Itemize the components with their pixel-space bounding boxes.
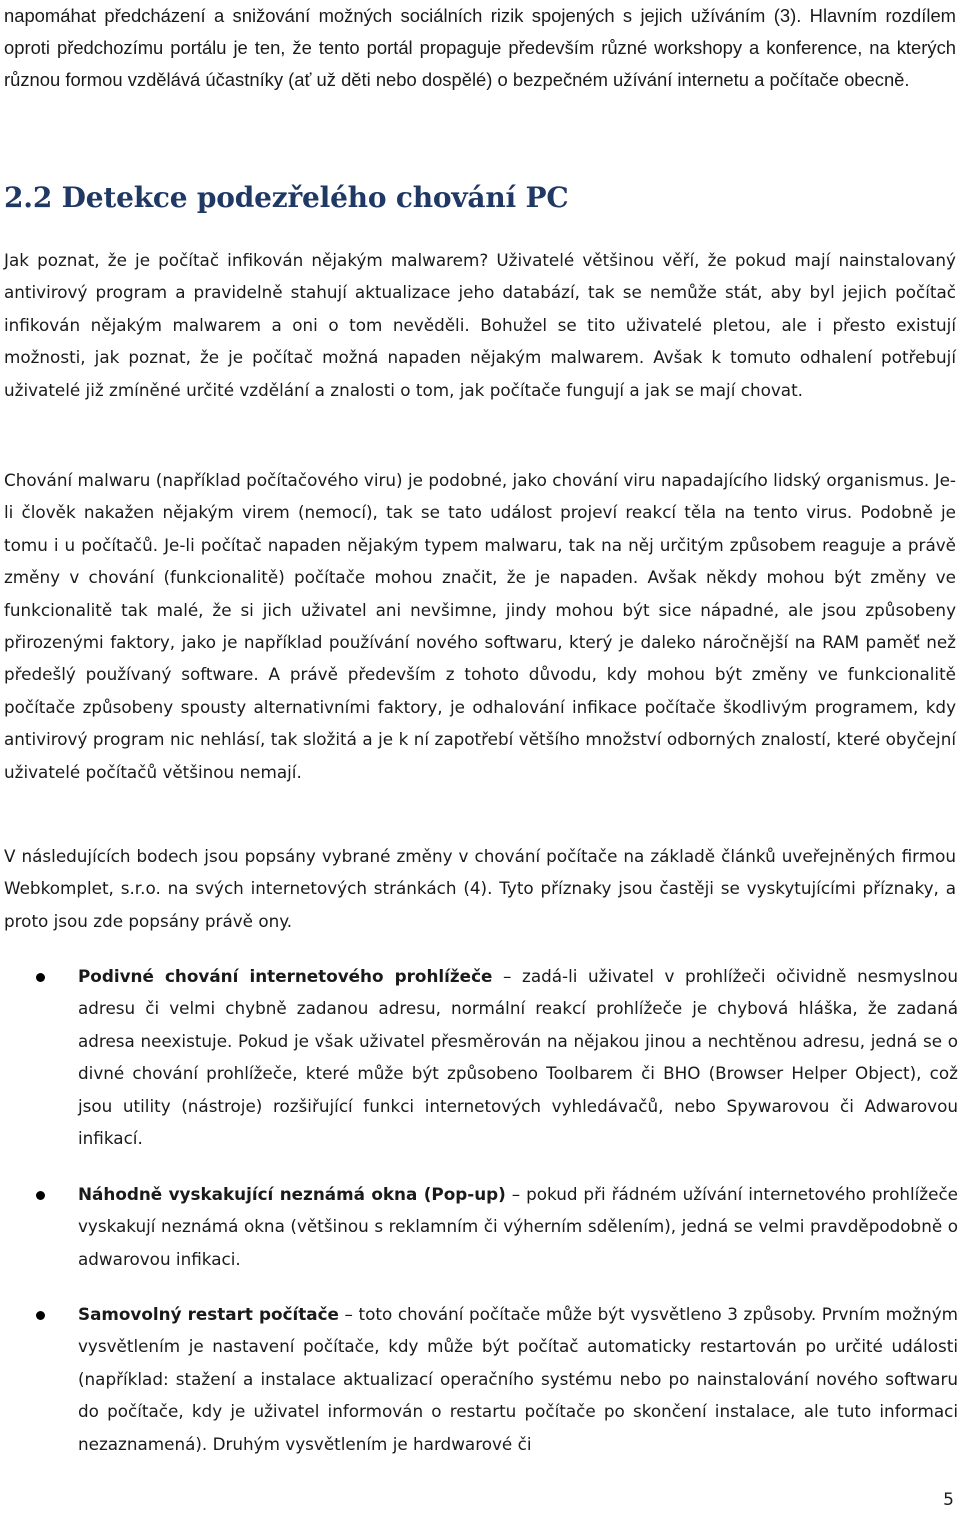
page-number: 5 — [943, 1490, 954, 1510]
list-item-text — [78, 1298, 958, 1460]
list-item-body: – pokud při řádném užívání internetového prohlížeče vyskakují neznámá okna (většinou s reklamním či výherním sdělením), jedná se velmi pravděpodobně o adwarovou infikaci. — [78, 1184, 958, 1269]
bullet-icon — [36, 973, 45, 982]
list-item-body: – toto chování počítače může být vysvětleno 3 způsoby. Prvním možným vysvětlením je nastavení počítače, kdy může být počítač automaticky restartován po určité události (například: stažení a instalace aktualizací operačního systému nebo po nainstalování nového softwaru do počítače, kdy je uživatel informován o restartu počítače po skončení instalace, ale tuto informaci nezaznamená). Druhým vysvětlením je hardwarové či — [78, 1304, 958, 1454]
list-item-text — [78, 1178, 958, 1275]
list-item-title: Podivné chování internetového prohlížeče — [78, 966, 493, 986]
intro-paragraph: napomáhat předcházení a snižování možných sociálních rizik spojených s jejich užíváním (3). Hlavním rozdílem oproti předchozímu portálu je ten, že tento portál propaguje především různé workshopy a konference, na kterých různou formou vzdělává účastníky (ať už děti nebo dospělé) o bezpečném užívání internetu a počítače obecně. — [4, 5, 956, 90]
list-item-title: Náhodně vyskakující neznámá okna (Pop-up) — [78, 1184, 506, 1204]
paragraph-following-points: V následujících bodech jsou popsány vybrané změny v chování počítače na základě článků uveřejněných firmou Webkomplet, s.r.o. na svých internetových stránkách (4). Tyto příznaky jsou častěji se vyskytujícími příznaky, a proto jsou zde popsány právě ony. — [4, 846, 956, 931]
bullet-icon — [36, 1191, 45, 1200]
section-heading: 2.2 Detekce podezřelého chování PC — [4, 181, 569, 214]
bullet-icon — [36, 1311, 45, 1320]
list-item-text — [78, 960, 958, 1154]
paragraph-detection-intro: Jak poznat, že je počítač infikován nějakým malwarem? Uživatelé většinou věří, že pokud mají nainstalovaný antivirový program a pravidelně stahují aktualizace jeho databází, tak se nemůže stát, aby byl jejich počítač infikován nějakým malwarem a oni o tom nevěděli. Bohužel se tito uživatelé pletou, ale i přesto existují možnosti, jak poznat, že je počítač možná napaden nějakým malwarem. Avšak k tomuto odhalení potřebují uživatelé již zmíněné určité vzdělání a znalosti o tom, jak počítače fungují a jak se mají chovat. — [4, 250, 956, 400]
list-item-body: – zadá-li uživatel v prohlížeči očividně nesmyslnou adresu či velmi chybně zadanou adresu, normální reakcí prohlížeče je chybová hláška, že zadaná adresa neexistuje. Pokud je však uživatel přesměrován na nějakou jinou a nechtěnou adresu, jedná se o divné chování prohlížeče, které může být způsobeno Toolbarem či BHO (Browser Helper Object), což jsou utility (nástroje) rozšiřující funkci internetových vyhledávačů, nebo Spywarovou či Adwarovou infikací. — [78, 966, 958, 1149]
list-item-title: Samovolný restart počítače — [78, 1304, 339, 1324]
paragraph-malware-behavior: Chování malwaru (například počítačového viru) je podobné, jako chování viru napadajícího lidský organismus. Je-li člověk nakažen nějakým virem (nemocí), tak se tato událost projeví reakcí těla na tento virus. Podobně je tomu i u počítačů. Je-li počítač napaden nějakým typem malwaru, tak na něj určitým způsobem reaguje a právě změny v chování (funkcionalitě) počítače mohou značit, že je napaden. Avšak někdy mohou být změny ve funkcionalitě tak malé, že si jich uživatel ani nevšimne, jindy mohou být sice nápadné, ale jsou způsobeny přirozenými faktory, jako je například používání nového softwaru, který je daleko náročnější na RAM paměť než předešlý používaný software. A právě především z tohoto důvodu, kdy mohou být změny ve funkcionalitě počítače způsobeny spousty alternativními faktory, je odhalování infikace počítače škodlivým programem, kdy antivirový program nic nehlásí, tak složitá a je k ní zapotřebí většího množství odborných znalostí, které obyčejní uživatelé počítačů většinou nemají. — [4, 470, 956, 782]
